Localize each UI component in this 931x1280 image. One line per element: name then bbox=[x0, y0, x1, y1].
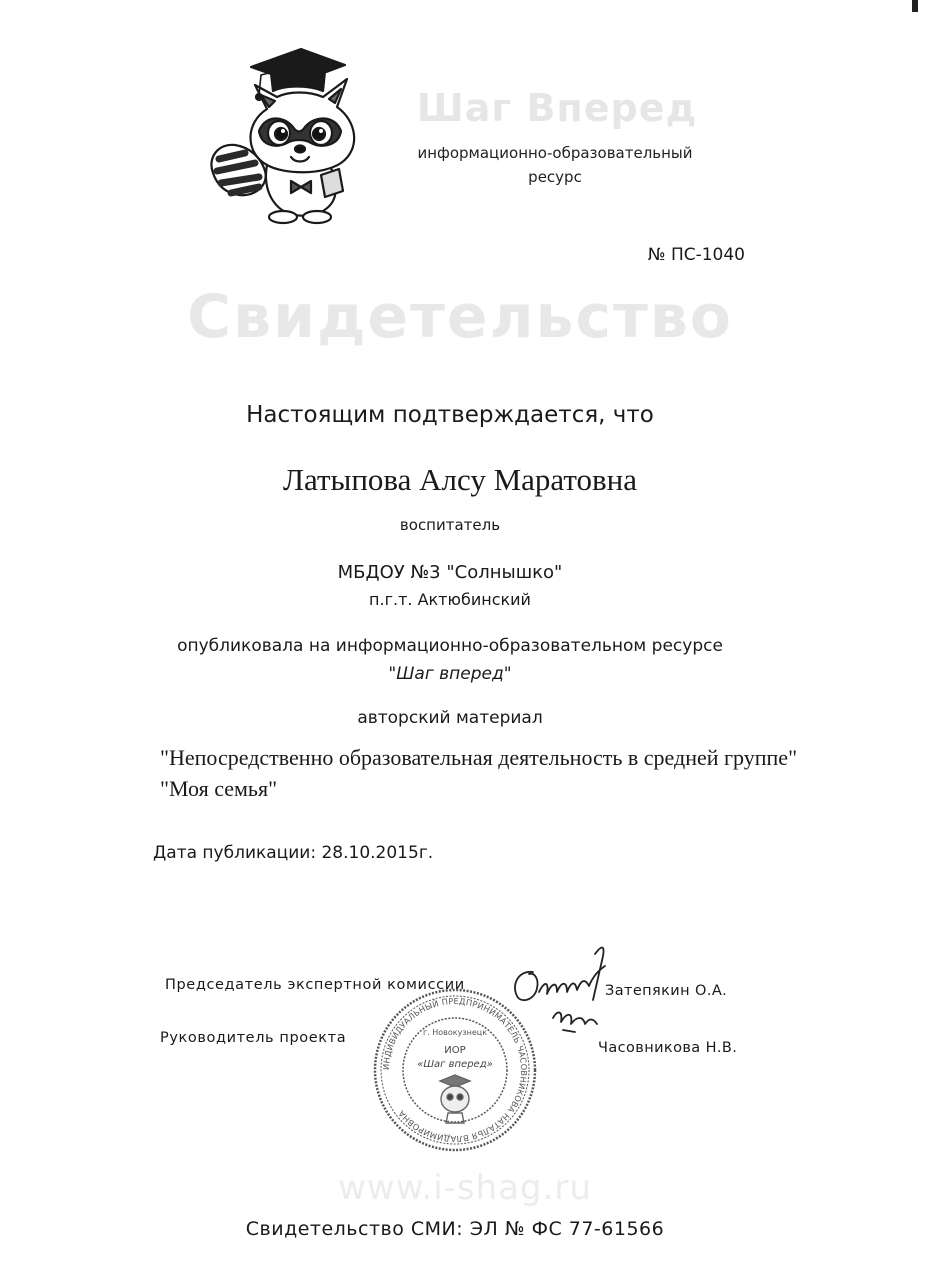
scan-edge-mark bbox=[912, 0, 918, 12]
head-name: Часовникова Н.В. bbox=[598, 1040, 738, 1056]
logo-subtitle-line1: информационно-образовательный bbox=[417, 144, 693, 162]
logo-wordmark: Шаг Вперед bbox=[416, 86, 698, 130]
seal-city: г. Новокузнецк bbox=[422, 1028, 488, 1037]
organization-name: МБДОУ №3 "Солнышко" bbox=[337, 562, 563, 583]
logo-subtitle-line2: ресурс bbox=[528, 168, 582, 186]
seal-inner-line2: «Шаг вперед» bbox=[417, 1059, 493, 1070]
confirm-text: Настоящим подтверждается, что bbox=[246, 402, 654, 428]
head-role: Руководитель проекта bbox=[160, 1030, 347, 1046]
seal-inner-line1: ИОР bbox=[444, 1045, 466, 1056]
chair-role: Председатель экспертной комиссии bbox=[165, 977, 465, 993]
raccoon-mascot-icon bbox=[205, 45, 380, 225]
publication-date: Дата публикации: 28.10.2015г. bbox=[153, 843, 434, 863]
chair-name: Затепякин О.А. bbox=[605, 983, 728, 999]
organization-location: п.г.т. Актюбинский bbox=[369, 590, 531, 609]
recipient-position: воспитатель bbox=[399, 516, 501, 534]
material-title: "Непосредственно образовательная деятельность в средней группе" "Моя семья" bbox=[160, 745, 798, 801]
published-text: опубликовала на информационно-образовательном ресурсе bbox=[177, 636, 723, 656]
certificate-number: № ПС-1040 bbox=[647, 245, 745, 265]
logo-subtitle bbox=[400, 141, 710, 189]
seal-outer-text: ИНДИВИДУАЛЬНЫЙ ПРЕДПРИНИМАТЕЛЬ ЧАСОВНИКОВА НАТАЛЬЯ ВЛАДИМИРОВНА bbox=[380, 995, 530, 1145]
recipient-name: Латыпова Алсу Маратовна bbox=[282, 462, 638, 497]
certificate-title: Свидетельство bbox=[186, 282, 734, 352]
website-watermark: www.i-shag.ru bbox=[338, 1168, 592, 1208]
media-certificate: Свидетельство СМИ: ЭЛ № ФС 77-61566 bbox=[245, 1218, 665, 1240]
handwritten-signature bbox=[505, 940, 630, 1060]
resource-name: "Шаг вперед" bbox=[388, 664, 512, 684]
material-label: авторский материал bbox=[357, 708, 543, 728]
